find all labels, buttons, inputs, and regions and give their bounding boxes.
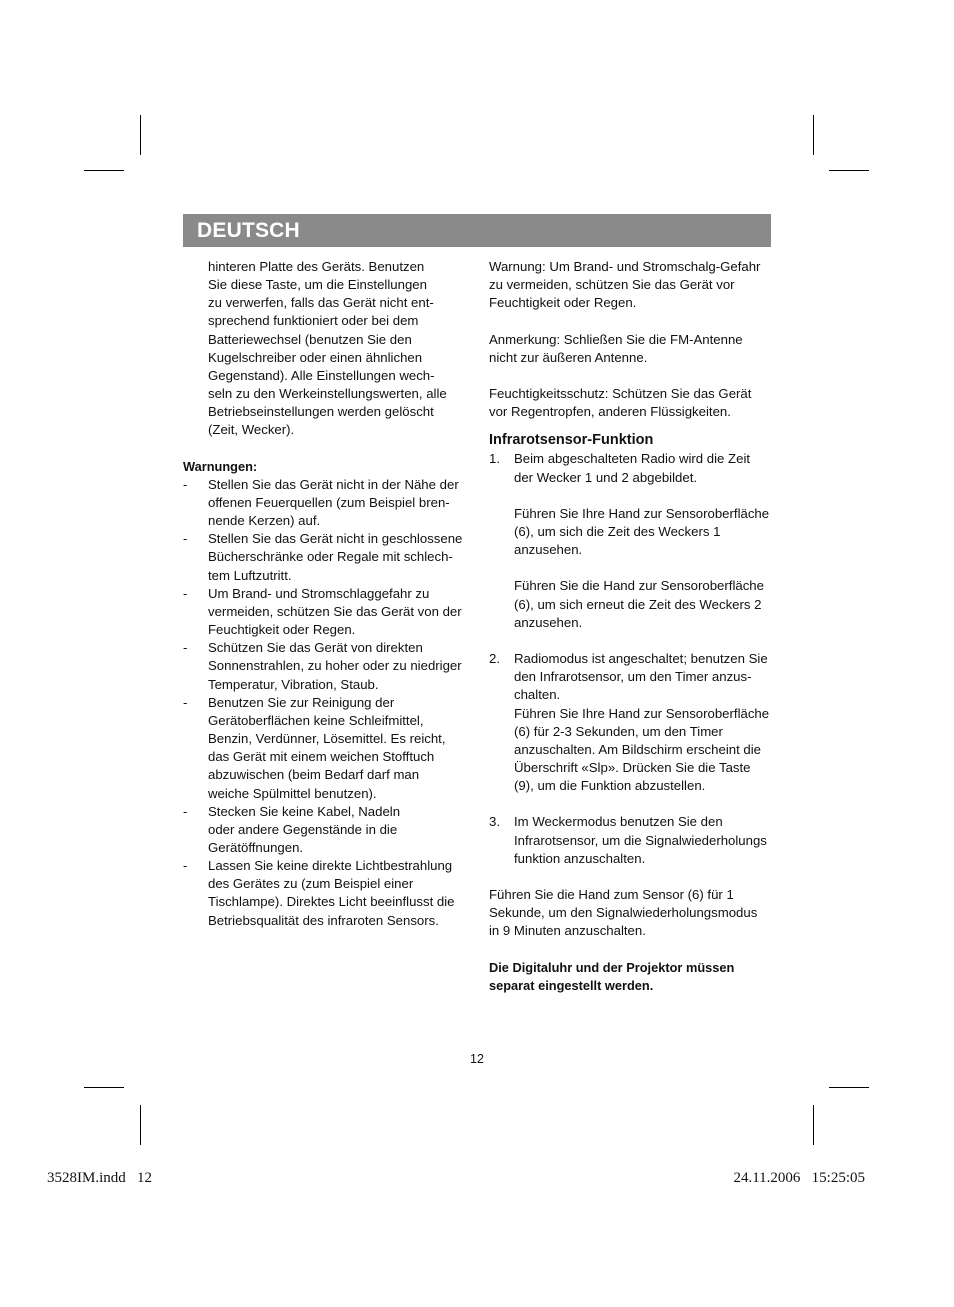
numbered-item	[489, 650, 779, 795]
text-line: Infrarotsensor, um die Signalwiederholungs	[514, 832, 767, 848]
text-line: nende Kerzen) auf.	[208, 513, 321, 529]
dash-bullet: -	[183, 531, 188, 547]
text-line: abzuwischen (beim Bedarf darf man	[208, 767, 420, 783]
text-line: Gerätöffnungen.	[208, 839, 304, 855]
item-number: 1.	[489, 451, 500, 467]
note-paragraph	[489, 331, 779, 367]
warning-paragraph	[489, 258, 779, 312]
text-line: zu vermeiden, schützen Sie das Gerät vor	[489, 277, 735, 293]
text-line: Feuchtigkeitsschutz: Schützen Sie das Gerät	[489, 386, 752, 402]
text-line: weiche Spülmittel benutzen).	[208, 785, 377, 801]
crop-mark	[829, 170, 869, 171]
crop-mark	[84, 170, 124, 171]
text-line: den Infrarotsensor, um den Timer anzus-	[514, 669, 752, 685]
text-line: sprechend funktioniert oder bei dem	[208, 313, 419, 329]
text-line: anzuschalten. Am Bildschirm erscheint die	[514, 741, 762, 757]
text-line: oder andere Gegenstände in die	[208, 821, 398, 837]
text-line: Sekunde, um den Signalwiederholungsmodus	[489, 905, 758, 921]
list-item	[183, 530, 473, 584]
text-line: zu verwerfen, falls das Gerät nicht ent-	[208, 295, 434, 311]
text-line: Kugelschreiber oder einen ähnlichen	[208, 349, 423, 365]
text-line: Die Digitaluhr und der Projektor müssen	[489, 959, 735, 975]
text-line: Beim abgeschalteten Radio wird die Zeit	[514, 451, 751, 467]
text-line: offenen Feuerquellen (zum Beispiel bren-	[208, 495, 450, 511]
text-line: des Gerätes zu (zum Beispiel einer	[208, 876, 414, 892]
numbered-item	[489, 813, 779, 867]
text-line: Im Weckermodus benutzen Sie den	[514, 814, 723, 830]
text-line: (6) für 2-3 Sekunden, um den Timer	[514, 723, 723, 739]
list-item	[183, 585, 473, 639]
text-line: separat eingestellt werden.	[489, 977, 654, 993]
text-line: Sonnenstrahlen, zu hoher oder zu niedriger	[208, 658, 462, 674]
warnings-list	[183, 476, 473, 930]
item-number: 3.	[489, 814, 500, 830]
numbered-item	[489, 450, 779, 632]
dash-bullet: -	[183, 476, 188, 492]
file-label: 3528IM.indd 12	[47, 1170, 152, 1186]
dash-bullet: -	[183, 585, 188, 601]
crop-mark	[813, 1105, 814, 1145]
text-line: nicht zur äußeren Antenne.	[489, 349, 648, 365]
text-line: Benutzen Sie zur Reinigung der	[208, 694, 395, 710]
text-line: (9), um die Funktion abzustellen.	[514, 778, 706, 794]
text-line: anzusehen.	[514, 542, 583, 558]
text-line: anzusehen.	[514, 614, 583, 630]
moisture-paragraph	[489, 385, 779, 421]
final-paragraph	[489, 886, 779, 940]
text-line: Schützen Sie das Gerät von direkten	[208, 640, 423, 656]
text-line: Führen Sie Ihre Hand zur Sensoroberfläche	[514, 505, 770, 521]
timestamp: 24.11.2006 15:25:05	[733, 1170, 865, 1186]
crop-mark	[829, 1087, 869, 1088]
text-line: Benzin, Verdünner, Lösemittel. Es reicht,	[208, 731, 446, 747]
page-number: 12	[470, 1052, 484, 1066]
crop-mark	[140, 115, 141, 155]
list-item	[183, 694, 473, 803]
text-line: (Zeit, Wecker).	[208, 422, 295, 438]
dash-bullet: -	[183, 858, 188, 874]
text-line: Um Brand- und Stromschlaggefahr zu	[208, 585, 430, 601]
text-line: Tischlampe). Direktes Licht beeinflusst die	[208, 894, 455, 910]
section-title: Infrarotsensor-Funktion	[489, 432, 654, 449]
text-line: funktion anzuschalten.	[514, 850, 646, 866]
text-line: Batteriewechsel (benutzen Sie den	[208, 331, 412, 347]
text-line: Feuchtigkeit oder Regen.	[208, 622, 356, 638]
warnings-title: Warnungen:	[183, 458, 258, 474]
dash-bullet: -	[183, 640, 188, 656]
text-line: Feuchtigkeit oder Regen.	[489, 295, 637, 311]
text-line: Warnung: Um Brand- und Stromschalg-Gefahr	[489, 259, 761, 274]
language-header: DEUTSCH	[183, 214, 771, 247]
crop-mark	[813, 115, 814, 155]
text-line: Temperatur, Vibration, Staub.	[208, 676, 379, 692]
text-line: Betriebsqualität des infraroten Sensors.	[208, 912, 439, 928]
text-line: Stecken Sie keine Kabel, Nadeln	[208, 803, 401, 819]
item-number: 2.	[489, 651, 500, 667]
right-column	[489, 258, 779, 995]
crop-mark	[84, 1087, 124, 1088]
text-line: (6), um sich die Zeit des Weckers 1	[514, 523, 721, 539]
text-line: Lassen Sie keine direkte Lichtbestrahlung	[208, 858, 453, 874]
dash-bullet: -	[183, 694, 188, 710]
text-line: Sie diese Taste, um die Einstellungen	[208, 277, 427, 293]
text-line: Gerätoberflächen keine Schleifmittel,	[208, 712, 424, 728]
intro-paragraph	[183, 258, 473, 440]
text-line: hinteren Platte des Geräts. Benutzen	[208, 259, 425, 274]
left-column	[183, 258, 473, 930]
text-line: Führen Sie Ihre Hand zur Sensoroberfläche	[514, 705, 770, 721]
text-line: in 9 Minuten anzuschalten.	[489, 923, 646, 939]
list-item	[183, 639, 473, 693]
text-line: Bücherschränke oder Regale mit schlech-	[208, 549, 453, 565]
list-item	[183, 803, 473, 857]
list-item	[183, 857, 473, 930]
text-line: Betriebseinstellungen werden gelöscht	[208, 404, 434, 420]
crop-mark	[140, 1105, 141, 1145]
list-item	[183, 476, 473, 530]
bold-note	[489, 959, 779, 995]
text-line: seln zu den Werkeinstellungswerten, alle	[208, 386, 447, 402]
text-line: Stellen Sie das Gerät nicht in der Nähe der	[208, 476, 459, 492]
text-line: Überschrift «Slp». Drücken Sie die Taste	[514, 759, 751, 775]
text-line: chalten.	[514, 687, 561, 703]
text-line: Gegenstand). Alle Einstellungen wech-	[208, 367, 435, 383]
dash-bullet: -	[183, 803, 188, 819]
text-line: Anmerkung: Schließen Sie die FM-Antenne	[489, 331, 743, 347]
text-line: Radiomodus ist angeschaltet; benutzen Sie	[514, 651, 768, 667]
text-line: das Gerät mit einem weichen Stofftuch	[208, 749, 435, 765]
text-line: (6), um sich erneut die Zeit des Weckers 2	[514, 596, 762, 612]
text-line: vermeiden, schützen Sie das Gerät von der	[208, 603, 462, 619]
text-line: tem Luftzutritt.	[208, 567, 292, 583]
text-line: vor Regentropfen, anderen Flüssigkeiten.	[489, 404, 731, 420]
text-line: Führen Sie die Hand zur Sensoroberfläche	[514, 578, 764, 594]
text-line: Führen Sie die Hand zum Sensor (6) für 1	[489, 887, 734, 903]
text-line: der Wecker 1 und 2 abgebildet.	[514, 469, 698, 485]
text-line: Stellen Sie das Gerät nicht in geschlossene	[208, 531, 463, 547]
